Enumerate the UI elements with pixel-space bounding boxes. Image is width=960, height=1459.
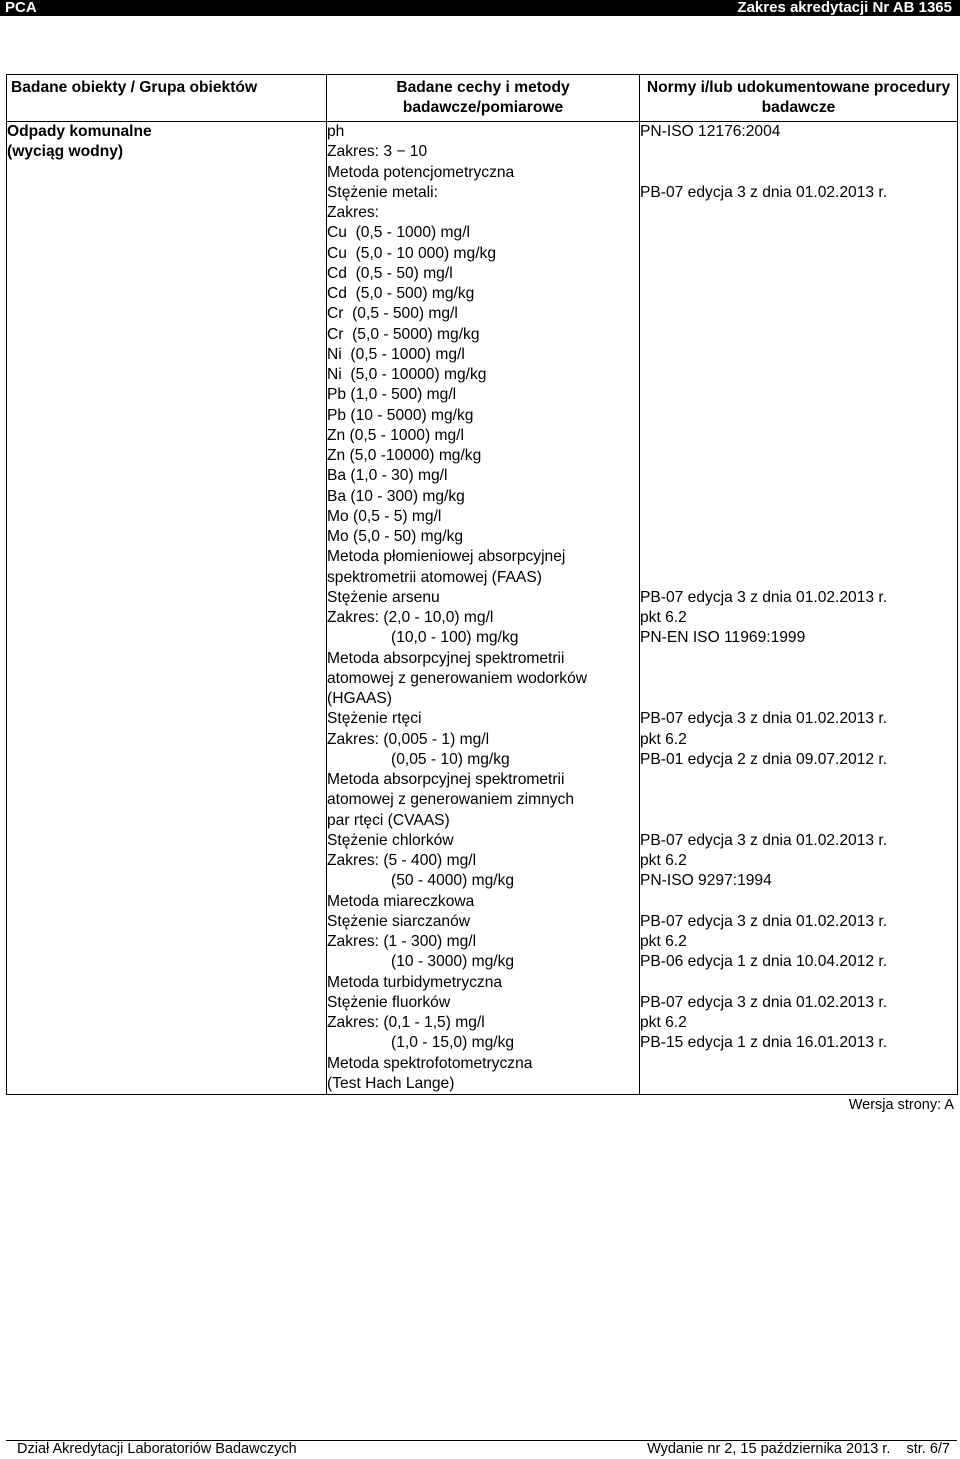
norm-block: [640, 993, 957, 1094]
method-line: Cu (5,0 - 10 000) mg/kg: [327, 244, 497, 262]
methods-cell: [327, 122, 640, 1095]
norm-line: pkt 6.2: [640, 730, 687, 748]
norm-line: pkt 6.2: [640, 1014, 687, 1031]
method-line: (10 - 3000) mg/kg: [391, 953, 515, 971]
page-header: [0, 0, 960, 16]
footer-edition: Wydanie nr 2, 15 października 2013 r. str. 6/7: [647, 1441, 950, 1457]
method-line: Mo (5,0 - 50) mg/kg: [327, 528, 464, 545]
method-line: (HGAAS): [327, 690, 392, 707]
column-header-norms: Normy i/lub udokumentowane procedury badawcze: [640, 75, 958, 122]
object-line: (wyciąg wodny): [7, 143, 124, 161]
norm-line: PB-07 edycja 3 z dnia 01.02.2013 r.: [640, 183, 888, 201]
method-line: Stężenie chlorków: [327, 831, 454, 849]
method-line: Metoda płomieniowej absorpcyjnej: [327, 548, 566, 566]
norm-block: [640, 709, 957, 831]
method-line: Metoda potencjometryczna: [327, 163, 515, 181]
method-line: Zakres: (5 - 400) mg/l: [327, 852, 477, 869]
norm-line: PB-07 edycja 3 z dnia 01.02.2013 r.: [640, 710, 888, 728]
method-line: Cd (0,5 - 50) mg/l: [327, 264, 453, 282]
header-org: PCA: [5, 0, 37, 16]
method-line: Stężenie metali:: [327, 183, 438, 201]
norm-line: PB-06 edycja 1 z dnia 10.04.2012 r.: [640, 953, 888, 971]
method-line: spektrometrii atomowej (FAAS): [327, 568, 542, 586]
method-block: [327, 588, 639, 710]
method-block: [327, 122, 639, 183]
method-block: [327, 993, 639, 1094]
norm-line: PN-ISO 9297:1994: [640, 872, 772, 890]
method-line: Zakres: 3 − 10: [327, 143, 428, 161]
method-line: Cu (0,5 - 1000) mg/l: [327, 224, 471, 242]
norm-line: PB-15 edycja 1 z dnia 16.01.2013 r.: [640, 1034, 888, 1052]
method-line: atomowej z generowaniem zimnych: [327, 791, 575, 809]
norm-line: pkt 6.2: [640, 852, 687, 869]
method-line: Zakres: (0,1 - 1,5) mg/l: [327, 1014, 485, 1031]
method-line: Ba (10 - 300) mg/kg: [327, 487, 465, 505]
method-line: Stężenie fluorków: [327, 993, 451, 1011]
method-line: Zakres: (0,005 - 1) mg/l: [327, 730, 490, 748]
method-line: Metoda absorpcyjnej spektrometrii: [327, 649, 565, 667]
method-line: Cr (0,5 - 500) mg/l: [327, 305, 458, 323]
method-line: Zakres: (1 - 300) mg/l: [327, 933, 477, 950]
column-header-objects: Badane obiekty / Grupa obiektów: [7, 75, 327, 122]
method-line: Cr (5,0 - 5000) mg/kg: [327, 325, 480, 343]
method-line: Metoda absorpcyjnej spektrometrii: [327, 771, 565, 788]
norm-line: PB-07 edycja 3 z dnia 01.02.2013 r.: [640, 912, 888, 930]
footer-department: Dział Akredytacji Laboratoriów Badawczych: [17, 1441, 297, 1457]
method-line: Zakres:: [327, 204, 379, 221]
method-line: Metoda miareczkowa: [327, 892, 475, 910]
method-line: Zn (0,5 - 1000) mg/l: [327, 426, 464, 444]
method-line: par rtęci (CVAAS): [327, 811, 450, 829]
method-line: Metoda turbidymetryczna: [327, 973, 503, 991]
method-line: atomowej z generowaniem wodorków: [327, 669, 588, 687]
table-row: [7, 122, 958, 1095]
method-line: Zn (5,0 -10000) mg/kg: [327, 447, 482, 464]
method-line: (50 - 4000) mg/kg: [391, 872, 515, 890]
norm-line: PN-ISO 12176:2004: [640, 123, 781, 140]
method-line: Ni (5,0 - 10000) mg/kg: [327, 366, 487, 383]
norm-line: PB-01 edycja 2 z dnia 09.07.2012 r.: [640, 750, 888, 768]
method-line: (1,0 - 15,0) mg/kg: [391, 1034, 515, 1052]
norm-block: [640, 122, 957, 183]
norm-block: [640, 588, 957, 710]
method-line: Pb (10 - 5000) mg/kg: [327, 406, 474, 424]
norm-line: pkt 6.2: [640, 609, 687, 626]
norm-line: PB-07 edycja 3 z dnia 01.02.2013 r.: [640, 588, 888, 606]
method-block: [327, 183, 639, 588]
method-line: Stężenie rtęci: [327, 710, 422, 728]
method-line: Mo (0,5 - 5) mg/l: [327, 507, 442, 525]
method-line: Stężenie arsenu: [327, 588, 440, 606]
method-line: (10,0 - 100) mg/kg: [391, 629, 519, 647]
method-block: [327, 831, 639, 912]
accreditation-table: [6, 74, 958, 1095]
object-cell: [7, 122, 327, 1095]
norm-line: pkt 6.2: [640, 933, 687, 950]
method-block: [327, 709, 639, 831]
method-line: Cd (5,0 - 500) mg/kg: [327, 285, 475, 302]
header-title: Zakres akredytacji Nr AB 1365: [737, 0, 952, 16]
method-line: Stężenie siarczanów: [327, 912, 471, 930]
norm-block: [640, 183, 957, 588]
norm-block: [640, 912, 957, 993]
method-line: (0,05 - 10) mg/kg: [391, 750, 510, 768]
method-line: Ni (0,5 - 1000) mg/l: [327, 345, 465, 363]
method-line: Metoda spektrofotometryczna: [327, 1054, 533, 1072]
norm-line: PB-07 edycja 3 z dnia 01.02.2013 r.: [640, 993, 888, 1011]
page-version: Wersja strony: A: [848, 1097, 954, 1113]
norms-cell: [640, 122, 958, 1095]
method-line: Zakres: (2,0 - 10,0) mg/l: [327, 609, 494, 626]
column-header-methods: Badane cechy i metody badawcze/pomiarowe: [327, 75, 640, 122]
object-line: Odpady komunalne: [7, 123, 152, 140]
method-line: Ba (1,0 - 30) mg/l: [327, 467, 448, 485]
method-line: Pb (1,0 - 500) mg/l: [327, 386, 457, 404]
method-block: [327, 912, 639, 993]
table-header-row: [7, 75, 958, 122]
method-line: (Test Hach Lange): [327, 1074, 455, 1092]
norm-block: [640, 831, 957, 912]
method-line: ph: [327, 123, 345, 140]
norm-line: PB-07 edycja 3 z dnia 01.02.2013 r.: [640, 831, 888, 849]
norm-line: PN-EN ISO 11969:1999: [640, 629, 806, 647]
